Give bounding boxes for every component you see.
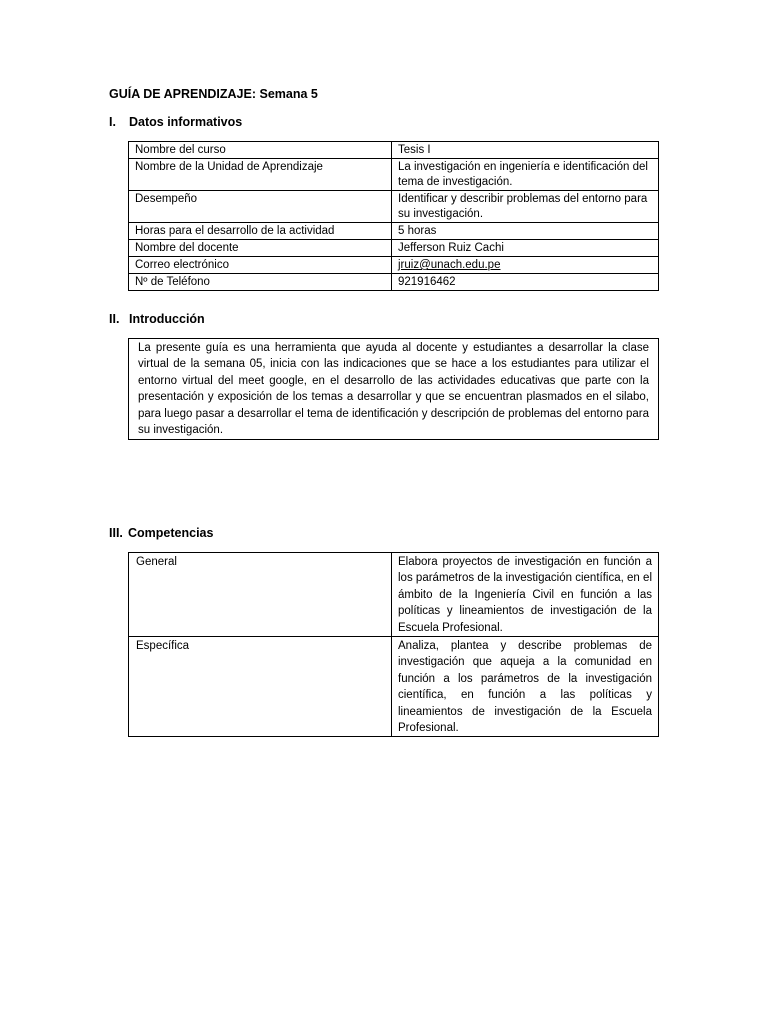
competency-label: General	[129, 553, 392, 637]
competency-value: Analiza, plantea y describe problemas de investigación que aqueja a la comunidad en función a los parámetros de la investigación científica, en función a las políticas y lineamientos de investigación de la Escuela Profesional.	[392, 637, 659, 737]
info-value: Jefferson Ruiz Cachi	[392, 240, 659, 257]
info-value-cell	[392, 257, 659, 274]
section-number: III.	[109, 526, 123, 540]
info-label: Nombre del docente	[129, 240, 392, 257]
info-label: Horas para el desarrollo de la actividad	[129, 223, 392, 240]
info-value: 5 horas	[392, 223, 659, 240]
info-label: Nº de Teléfono	[129, 274, 392, 291]
section-number: II.	[109, 312, 120, 326]
table-row	[129, 191, 659, 223]
section-heading-competencias	[109, 526, 213, 540]
section-number: I.	[109, 115, 116, 129]
info-value: Tesis I	[392, 142, 659, 159]
info-table	[128, 141, 659, 291]
competencies-table	[128, 552, 659, 737]
info-label: Desempeño	[129, 191, 392, 223]
info-label: Correo electrónico	[129, 257, 392, 274]
table-row	[129, 274, 659, 291]
info-value: La investigación en ingeniería e identificación del tema de investigación.	[392, 159, 659, 191]
section-title: Datos informativos	[129, 115, 243, 129]
table-row	[129, 240, 659, 257]
page-title: GUÍA DE APRENDIZAJE: Semana 5	[109, 87, 318, 101]
section-title: Competencias	[128, 526, 214, 540]
email-link[interactable]: jruiz@unach.edu.pe	[398, 259, 501, 271]
competency-value: Elabora proyectos de investigación en función a los parámetros de la investigación científica, en el ámbito de la Ingeniería Civil en función a las políticas y lineamientos de investigación de la Escuela Profesional.	[392, 553, 659, 637]
info-value: Identificar y describir problemas del entorno para su investigación.	[392, 191, 659, 223]
table-row	[129, 257, 659, 274]
info-label: Nombre del curso	[129, 142, 392, 159]
info-value: 921916462	[392, 274, 659, 291]
table-row	[129, 142, 659, 159]
section-title: Introducción	[129, 312, 205, 326]
competency-label: Específica	[129, 637, 392, 737]
table-row	[129, 223, 659, 240]
info-label: Nombre de la Unidad de Aprendizaje	[129, 159, 392, 191]
table-row	[129, 637, 659, 737]
section-heading-introduccion	[109, 312, 205, 326]
section-heading-datos	[109, 115, 242, 129]
introduction-text: La presente guía es una herramienta que ayuda al docente y estudiantes a desarrollar la clase virtual de la semana 05, inicia con las indicaciones que se hace a los estudiantes para utilizar el entorno virtual del meet google, en el desarrollo de las actividades educativas que parte con la presentación y exposición de los temas a desarrollar y que se encuentran plasmados en el silabo, para luego pasar a desarrollar el tema de identificación y descripción de problemas del entorno para su investigación.	[128, 338, 659, 440]
table-row	[129, 159, 659, 191]
table-row	[129, 553, 659, 637]
